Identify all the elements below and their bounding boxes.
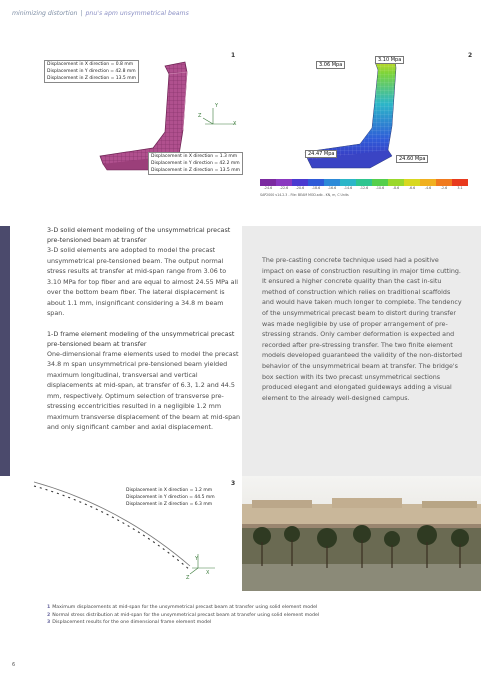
caption-1: 1 Maximum displacements at mid-span for the unsymmetrical precast beam at transfer using solid element model <box>47 605 318 610</box>
legend-swatch <box>404 179 420 186</box>
sidebar-text: The pre-casting concrete technique used had a positive impact on ease of construction resulting in major time cutting. It ensured a higher concrete quality than the cast in-situ method of construction which relies on traditional scaffolds and would have taken much longer to complete. The tendency of the unsymmetrical precast beam to distort during transfer was made negligible by use of proper arrangement of pre-stressing strands. Only camber deformation is expected and recorded after pre-stressing transfer. The two finite element models developed guaranteed the validity of the non-distorted behavior of the unsymmetrical beam at transfer. The bridge's box section with its two precast unsymmetrical sections produced elegant and elongated guideways adding a visual element to the already well-designed campus. <box>262 257 462 402</box>
legend-value: -14.6 <box>343 186 353 190</box>
figure-3-dx: Displacement in X direction = 1.2 mm <box>126 488 213 493</box>
legend-swatch <box>388 179 404 186</box>
figure-2-footnote: SAP2000 v14.2.3 - File: BEAM MOD.sdb - KN, m, C Units <box>260 193 349 197</box>
figure-2-legend-values <box>260 186 468 190</box>
figure-2-number: 2 <box>468 52 473 59</box>
figure-2-label-bottom-left: 24.47 Mpa <box>305 150 337 158</box>
column-1 <box>47 226 242 444</box>
header-section: minimizing distortion <box>12 10 78 17</box>
figure-1-top-displacement-box <box>44 60 139 83</box>
figure-captions <box>47 604 319 627</box>
legend-swatch <box>452 179 468 186</box>
figure-1-axis-x-label: X <box>233 121 237 127</box>
figure-1-axis-z-label: Z <box>198 113 202 119</box>
legend-value: -24.6 <box>263 186 273 190</box>
figure-3-dz: Displacement in Z direction = 6.3 mm <box>126 502 213 507</box>
legend-value: -20.6 <box>295 186 305 190</box>
section-2-body: One-dimensional frame elements used to model the precast 34.8 m span unsymmetrical pre-tensioned beam yielded maximum longitudinal, transversal and vertical displacements at mid-span, at transfer of 6.3, 1.2 and 44.5 mm, respectively. Optimum selection of transverse pre-stressing eccentricities resulted in a negligible 1.2 mm maximum transverse displacement of the beam at mid-span and only significant camber and axial displacement. <box>47 350 241 431</box>
figure-1-top-dz: Displacement in Z direction = 13.5 mm <box>47 76 136 81</box>
legend-swatch <box>276 179 292 186</box>
header-title: pnu's apm unsymmetrical beams <box>85 10 189 17</box>
legend-value: -22.6 <box>279 186 289 190</box>
legend-value: -12.6 <box>359 186 369 190</box>
legend-swatch <box>292 179 308 186</box>
figure-1-top-dy: Displacement in Y direction = 42.8 mm <box>47 69 136 74</box>
figure-1-bottom-dz: Displacement in Z direction = 13.5 mm <box>151 168 240 173</box>
legend-value: -8.6 <box>392 186 400 190</box>
figure-2-label-bottom-right: 24.60 Mpa <box>396 155 428 163</box>
legend-swatch <box>308 179 324 186</box>
legend-value: -18.6 <box>311 186 321 190</box>
figure-1-bottom-dx: Displacement in X direction = 1.3 mm <box>151 154 238 159</box>
figure-3-dy: Displacement in Y direction = 44.5 mm <box>126 495 215 500</box>
figure-2-label-top-right: 3.10 Mpa <box>375 56 404 64</box>
figure-2-stress-model <box>300 58 470 178</box>
figure-1-bottom-dy: Displacement in Y direction = 42.2 mm <box>151 161 240 166</box>
legend-value: -10.6 <box>375 186 385 190</box>
legend-swatch <box>420 179 436 186</box>
caption-3: 3 Displacement results for the one dimensional frame element model <box>47 620 212 626</box>
figure-3-number: 3 <box>231 480 236 487</box>
legend-swatch <box>260 179 276 186</box>
caption-2: 2 Normal stress distribution at mid-span for the unsymmetrical precast beam at transfer using solid element model <box>47 612 320 618</box>
figure-3-axis-z-line <box>190 568 198 574</box>
figure-2-label-top-left: 3.06 Mpa <box>316 61 345 69</box>
page-number: 6 <box>12 662 16 668</box>
legend-value: -16.6 <box>327 186 337 190</box>
legend-swatch <box>340 179 356 186</box>
left-accent-bar <box>0 226 10 476</box>
section-1-body: 3-D solid elements are adopted to model the precast unsymmetrical pre-tensioned beam. The output normal stress results at transfer at mid-span range from 3.06 to 3.10 MPa for top fiber and are equal to almost 24.55 MPa all over the bottom beam fiber. The lateral displacement is about 1.1 mm, insignificant considering a 34.8 m beam span. <box>47 247 239 317</box>
header-separator: | <box>80 10 83 17</box>
running-header <box>12 10 189 17</box>
legend-swatch <box>324 179 340 186</box>
section-2-title: 1-D frame element modeling of the unsymmetrical precast pre-tensioned beam at transfer <box>47 330 235 348</box>
figure-1-axis-y-label: Y <box>215 103 219 109</box>
figure-1-axis-z-line <box>203 118 213 124</box>
section-1-title: 3-D solid element modeling of the unsymmetrical precast pre-tensioned beam at transfer <box>47 227 231 244</box>
legend-value: -6.6 <box>408 186 416 190</box>
legend-swatch <box>436 179 452 186</box>
figure-1-bottom-displacement-box <box>148 152 243 175</box>
figure-1-number: 1 <box>231 52 236 59</box>
figure-3-axis-x-label: X <box>206 570 210 576</box>
figure-2-color-legend <box>260 179 468 186</box>
campus-photo <box>242 476 481 591</box>
legend-swatch <box>372 179 388 186</box>
legend-swatch <box>356 179 372 186</box>
figure-3-displacement-box <box>124 487 217 508</box>
legend-value: -2.6 <box>440 186 448 190</box>
figure-3-axis-y-label: Y <box>195 556 199 562</box>
figure-3-axis-z-label: Z <box>186 575 190 581</box>
legend-value: 3.1 <box>457 186 463 190</box>
legend-value: -4.6 <box>424 186 432 190</box>
figure-1-top-dx: Displacement in X direction = 0.8 mm <box>47 62 134 67</box>
